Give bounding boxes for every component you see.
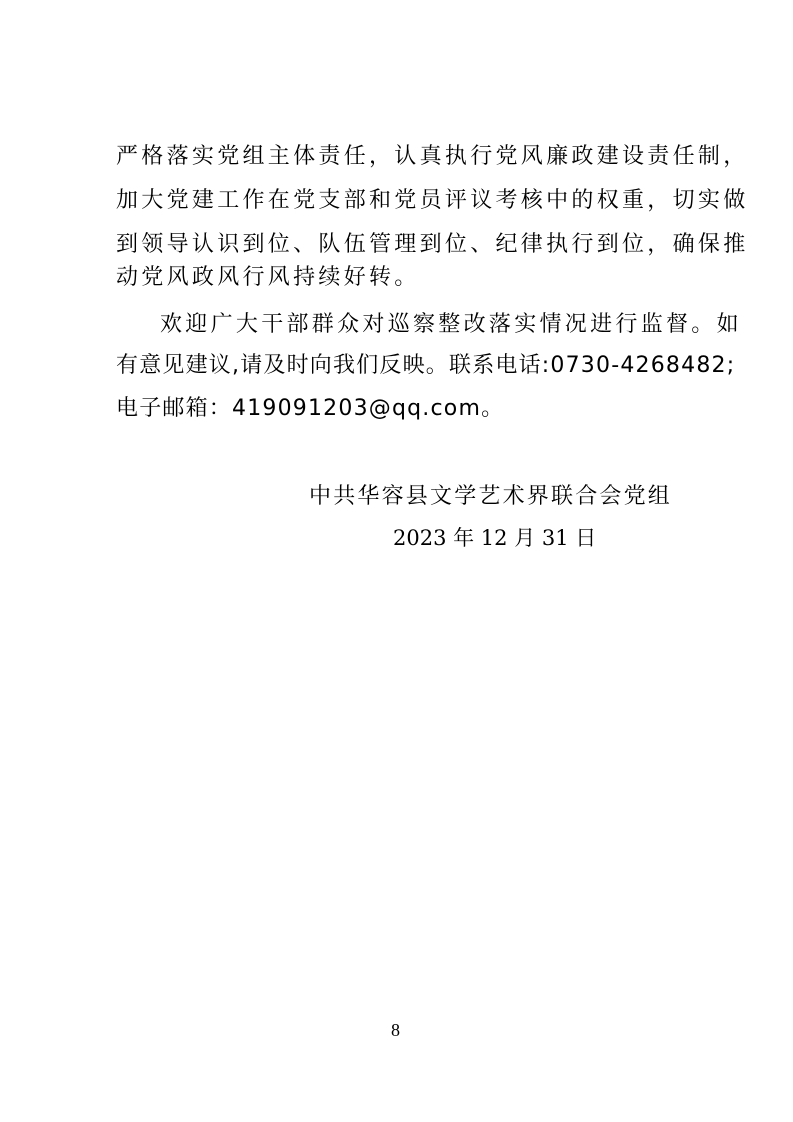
signature-date: 2023 年 12 月 31 日 [393, 526, 597, 550]
body-line-6: 有意见建议,请及时向我们反映。联系电话:0730-4268482; [116, 353, 736, 378]
signature-organization: 中共华容县文学艺术界联合会党组 [309, 484, 673, 509]
body-line-2: 加大党建工作在党支部和党员评议考核中的权重，切实做 [116, 188, 749, 213]
body-line-5: 欢迎广大干部群众对巡察整改落实情况进行监督。如 [160, 312, 742, 337]
body-line-1: 严格落实党组主体责任，认真执行党风廉政建设责任制， [116, 144, 749, 169]
page-number: 8 [391, 1020, 400, 1040]
body-line-3: 到领导认识到位、队伍管理到位、纪律执行到位，确保推 [116, 232, 749, 257]
body-line-7: 电子邮箱：419091203@qq.com。 [116, 396, 505, 421]
body-line-4: 动党风政风行风持续好转。 [116, 265, 420, 290]
